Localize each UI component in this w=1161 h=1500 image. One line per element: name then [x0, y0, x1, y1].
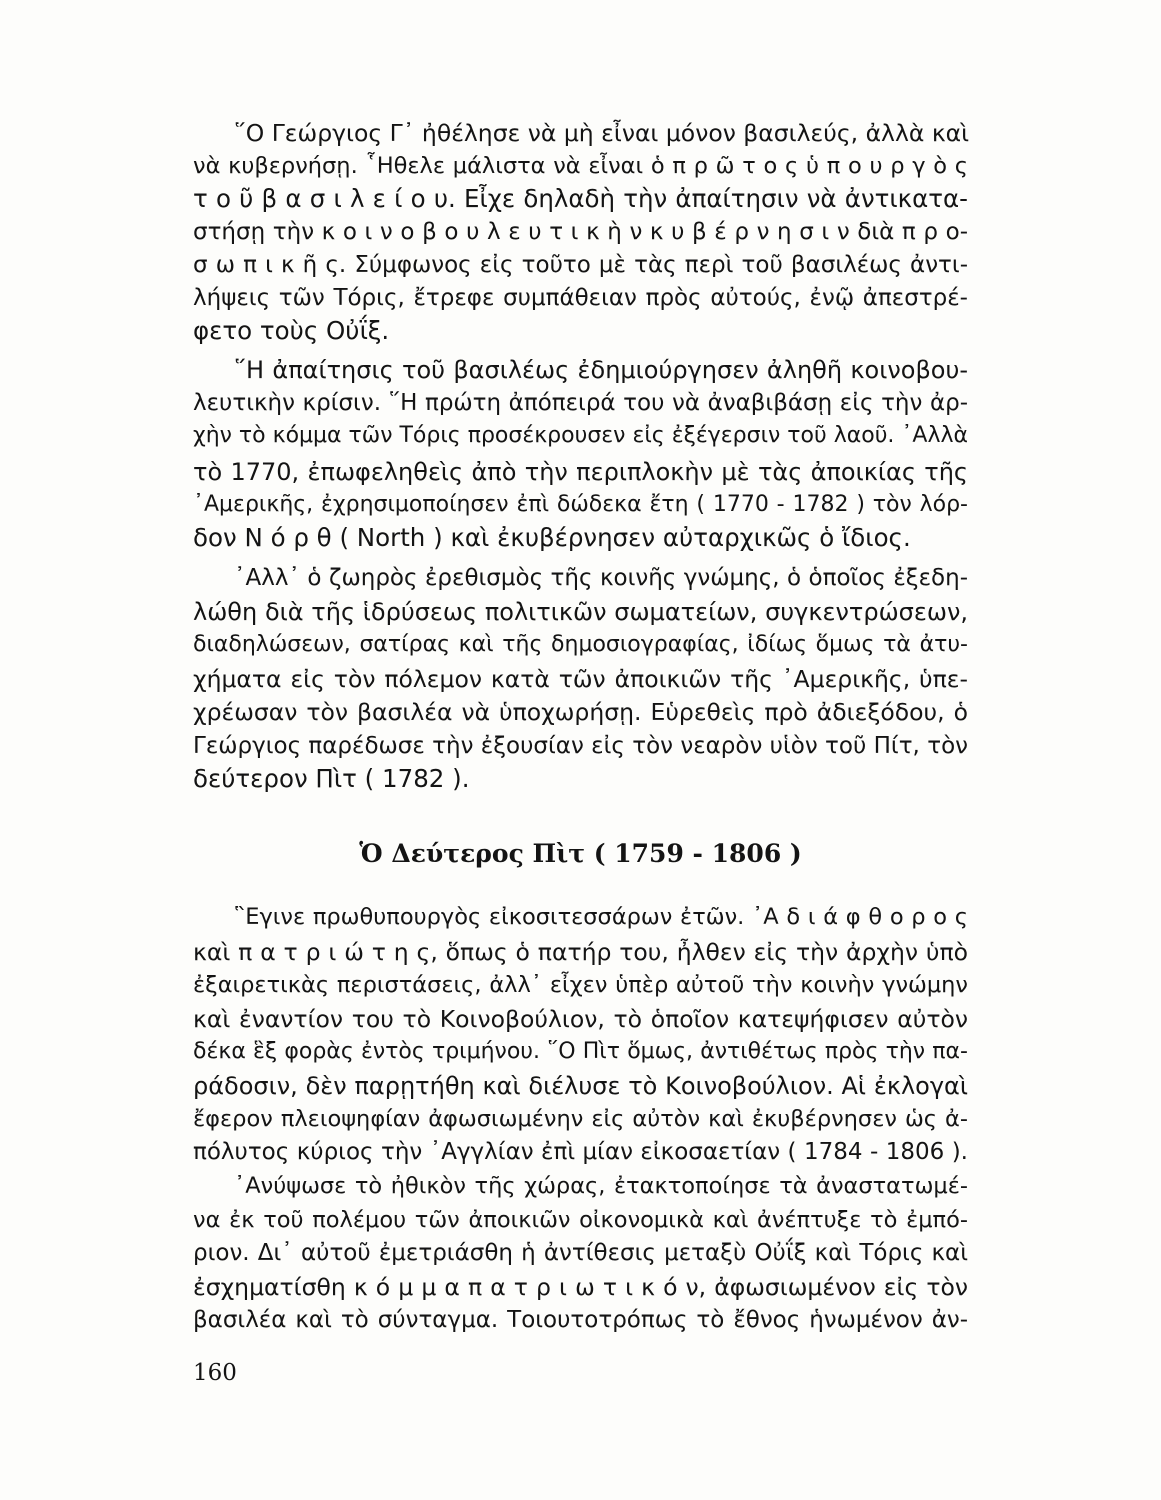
text-line: τὸ 1770, ἐπωφεληθεὶς ἀπὸ τὴν περιπλοκὴν μὲ τὰς ἀποικίας τῆς: [193, 458, 968, 486]
text-line: ἐσχηματίσθη κ ό μ μ α π α τ ρ ι ω τ ι κ ό ν, ἀφωσιωμένον εἰς τὸν: [193, 1273, 968, 1301]
text-line: φετο τοὺς Οὐΐξ.: [193, 316, 390, 345]
text-line: καὶ π α τ ρ ι ώ τ η ς, ὅπως ὁ πατήρ του, ἦλθεν εἰς τὴν ἀρχὴν ὑπὸ: [193, 938, 968, 966]
text-line: ράδοσιν, δὲν παρῃτήθη καὶ διέλυσε τὸ Κοινοβούλιον. Αἱ ἐκλογαὶ: [193, 1072, 968, 1100]
text-line: δεύτερον Πὶτ ( 1782 ).: [193, 764, 470, 793]
text-line: χρέωσαν τὸν βασιλέα νὰ ὑποχωρήσῃ. Εὑρεθεὶς πρὸ ἀδιεξόδου, ὁ: [193, 698, 968, 726]
text-line: ᾿Ανύψωσε τὸ ἠθικὸν τῆς χώρας, ἐτακτοποίησε τὰ ἀναστατωμέ-: [234, 1173, 968, 1199]
text-line: στήσῃ τὴν κ ο ι ν ο β ο υ λ ε υ τ ι κ ὴ ν κ υ β έ ρ ν η σ ι ν διὰ π ρ ο-: [193, 219, 968, 245]
text-line: να ἐκ τοῦ πολέμου τῶν ἀποικιῶν οἰκονομικὰ καὶ ἀνέπτυξε τὸ ἐμπό-: [193, 1207, 968, 1233]
text-line: δον Ν ό ρ θ ( North ) καὶ ἐκυβέρνησεν αὐταρχικῶς ὁ ἴδιος.: [193, 523, 911, 552]
text-line: ριον. Δι᾽ αὐτοῦ ἐμετριάσθη ἡ ἀντίθεσις μεταξὺ Οὐΐξ καὶ Τόρις καὶ: [193, 1240, 968, 1266]
text-line: πόλυτος κύριος τὴν ᾿Αγγλίαν ἐπὶ μίαν εἰκοσαετίαν ( 1784 - 1806 ).: [193, 1139, 968, 1165]
text-line: τ ο ῦ β α σ ι λ ε ί ο υ. Εἶχε δηλαδὴ τὴν ἀπαίτησιν νὰ ἀντικατα-: [193, 184, 968, 213]
text-line: ἔφερον πλειοψηφίαν ἀφωσιωμένην εἰς αὐτὸν καὶ ἐκυβέρνησεν ὡς ἀ-: [193, 1106, 968, 1132]
text-line: ἐξαιρετικὰς περιστάσεις, ἀλλ᾽ εἶχεν ὑπὲρ αὐτοῦ τὴν κοινὴν γνώμην: [193, 972, 968, 998]
text-line: λώθη διὰ τῆς ἱδρύσεως πολιτικῶν σωματείων, συγκεντρώσεων,: [193, 598, 968, 626]
text-line: διαδηλώσεων, σατίρας καὶ τῆς δημοσιογραφίας, ἰδίως ὅμως τὰ ἀτυ-: [193, 632, 968, 657]
text-line: λήψεις τῶν Τόρις, ἔτρεφε συμπάθειαν πρὸς αὐτούς, ἐνῷ ἀπεστρέ-: [193, 285, 968, 311]
text-line: δέκα ἓξ φορὰς ἐντὸς τριμήνου. ῞Ο Πὶτ ὅμως, ἀντιθέτως πρὸς τὴν πα-: [193, 1039, 968, 1064]
page-number: 160: [193, 1360, 237, 1386]
text-line: σ ω π ι κ ῆ ς. Σύμφωνος εἰς τοῦτο μὲ τὰς περὶ τοῦ βασιλέως ἀντι-: [193, 252, 968, 278]
text-line: ᾿Αμερικῆς, ἐχρησιμοποίησεν ἐπὶ δώδεκα ἔτη ( 1770 - 1782 ) τὸν λόρ-: [193, 492, 968, 517]
text-line: καὶ ἐναντίον του τὸ Κοινοβούλιον, τὸ ὁποῖον κατεψήφισεν αὐτὸν: [193, 1005, 968, 1033]
text-line: ῞Η ἀπαίτησις τοῦ βασιλέως ἐδημιούργησεν ἀληθῆ κοινοβου-: [234, 356, 968, 384]
text-line: νὰ κυβερνήσῃ. ῟Ηθελε μάλιστα νὰ εἶναι ὁ π ρ ῶ τ ο ς ὑ π ο υ ρ γ ὸ ς: [193, 153, 968, 179]
text-line: ῝Εγινε πρωθυπουργὸς εἰκοσιτεσσάρων ἐτῶν. ᾿Α δ ι ά φ θ ο ρ ο ς: [234, 904, 968, 930]
text-line: ᾿Αλλ᾽ ὁ ζωηρὸς ἐρεθισμὸς τῆς κοινῆς γνώμης, ὁ ὁποῖος ἐξεδη-: [234, 565, 968, 591]
section-heading: Ὁ Δεύτερος Πὶτ ( 1759 - 1806 ): [359, 839, 802, 868]
text-line: χήματα εἰς τὸν πόλεμον κατὰ τῶν ἀποικιῶν τῆς ᾿Αμερικῆς, ὑπε-: [193, 665, 968, 693]
text-line: βασιλέα καὶ τὸ σύνταγμα. Τοιουτοτρόπως τὸ ἔθνος ἡνωμένον ἀν-: [193, 1307, 968, 1333]
text-line: ῞Ο Γεώργιος Γ᾽ ἠθέλησε νὰ μὴ εἶναι μόνον βασιλεύς, ἀλλὰ καὶ: [234, 119, 970, 147]
text-line: λευτικὴν κρίσιν. ῞Η πρώτη ἀπόπειρά του νὰ ἀναβιβάσῃ εἰς τὴν ἀρ-: [193, 390, 968, 416]
text-line: Γεώργιος παρέδωσε τὴν ἐξουσίαν εἰς τὸν νεαρὸν υἱὸν τοῦ Πίτ, τὸν: [193, 733, 968, 759]
text-line: χὴν τὸ κόμμα τῶν Τόρις προσέκρουσεν εἰς ἐξέγερσιν τοῦ λαοῦ. ᾿Αλλὰ: [193, 423, 969, 448]
